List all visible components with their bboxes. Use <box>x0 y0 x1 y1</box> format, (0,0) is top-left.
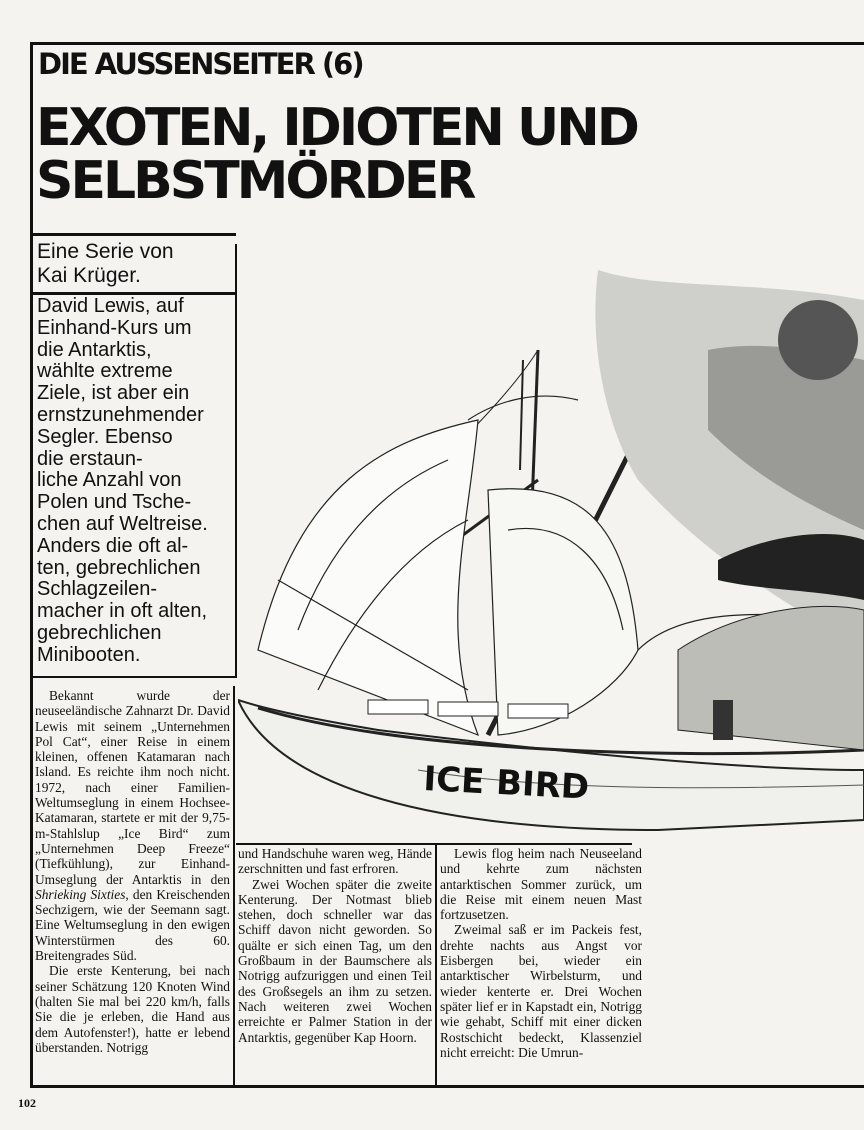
lead-line: Polen und Tsche- <box>37 491 192 514</box>
headline-line-1: EXOTEN, IDIOTEN UND <box>36 98 637 158</box>
lead-line: die erstaun- <box>37 447 143 470</box>
lead-line: macher in oft alten, <box>37 600 208 623</box>
lead-line: Anders die oft al- <box>37 534 189 557</box>
paragraph: Bekannt wurde der neuseeländische Zahnarzt Dr. David Lewis mit seinem „Unternehmen Pol Cat“, einer Reise in einem kleinen, offenen Katamaran nach Island. Es reichte ihm noch nicht. 1972, nach einer Familien-Weltumseglung in einem Hochsee-Katamaran, startete er mit der 9,75-m-Stahlslup „Ice Bird“ zum „Unternehmen Deep Freeze“ (Tiefkühlung), zur Einhand-Umseglung der Antarktis in den Shrieking Sixties, den Kreischenden Sechzigern, wie der Seemann sagt. Eine Weltumseglung in den ewigen Winterstürmen des 60. Breitengrades Süd. <box>35 688 230 964</box>
paragraph: Zweimal saß er im Packeis fest, drehte nachts aus Angst vor Eisbergen bei, wieder ein antarktischer Wirbelsturm, und wieder kenterte er. Drei Wochen später lief er in Kapstadt ein, Notrigg wie gehabt, Schiff mit einer dicken Rostschicht bedeckt, Klassenziel nicht erreicht: Die Umrun- <box>440 922 642 1060</box>
paragraph: und Handschuhe waren weg, Hände zerschnitten und fast erfroren. <box>238 846 432 877</box>
body-column-3 <box>440 846 642 1060</box>
divider <box>30 676 236 678</box>
headline-line-2: SELBSTMÖRDER <box>36 151 474 211</box>
headline <box>36 98 676 211</box>
paragraph: Die erste Kenterung, bei nach seiner Schätzung 120 Knoten Wind (halten Sie mal bei 220 km/h, falls Sie die je erleben, die Hand aus dem Autofenster!), hatte er lebend überstanden. Notrigg <box>35 963 230 1055</box>
column-divider <box>233 686 235 1086</box>
lead-line: ten, gebrechlichen <box>37 556 201 579</box>
lead-line: Einhand-Kurs um <box>37 316 192 339</box>
body-column-2 <box>238 846 432 1045</box>
lead-line: David Lewis, auf <box>37 295 184 317</box>
paragraph: Zwei Wochen später die zweite Kenterung. Der Notmast blieb stehen, doch schneller war das Schiff davon nicht geworden. So quälte er sich einen Tag, um den Großbaum in der Baumschere als Notrigg aufzuriggen und einen Teil des Großsegels an ihm zu setzen. Nach weiteren zwei Wochen erreichte er Palmer Station in der Antarktis, gegenüber Kap Hoorn. <box>238 876 432 1045</box>
byline <box>37 240 227 288</box>
lead-line: Ziele, ist aber ein <box>37 382 190 405</box>
body-column-1 <box>35 688 230 1055</box>
divider <box>30 233 236 236</box>
series-kicker: DIE AUSSENSEITER (6) <box>38 47 363 81</box>
lead-line: chen auf Weltreise. <box>37 512 208 535</box>
lead-line: Minibooten. <box>37 643 141 666</box>
column-divider <box>435 843 437 1086</box>
boat-name: ICE BIRD <box>422 759 591 808</box>
lead-line: Schlagzeilen- <box>37 578 158 601</box>
lead-line: Segler. Ebenso <box>37 425 173 448</box>
divider <box>236 843 632 845</box>
byline-line-1: Eine Serie von <box>37 240 174 263</box>
page-number: 102 <box>18 1096 36 1110</box>
byline-line-2: Kai Krüger. <box>37 264 141 287</box>
lead-line: die Antarktis, <box>37 338 152 361</box>
lead-text <box>37 296 229 667</box>
lead-line: wählte extreme <box>37 360 173 383</box>
lead-line: ernstzunehmender <box>37 403 204 426</box>
ship-illustration <box>238 230 864 842</box>
paragraph: Lewis flog heim nach Neuseeland und kehrte zum nächsten antarktischen Sommer zurück, um die Reise mit einem neuen Mast fortzusetzen. <box>440 846 642 923</box>
column-divider <box>235 244 237 678</box>
lead-line: gebrechlichen <box>37 621 162 644</box>
lead-line: liche Anzahl von <box>37 469 182 492</box>
